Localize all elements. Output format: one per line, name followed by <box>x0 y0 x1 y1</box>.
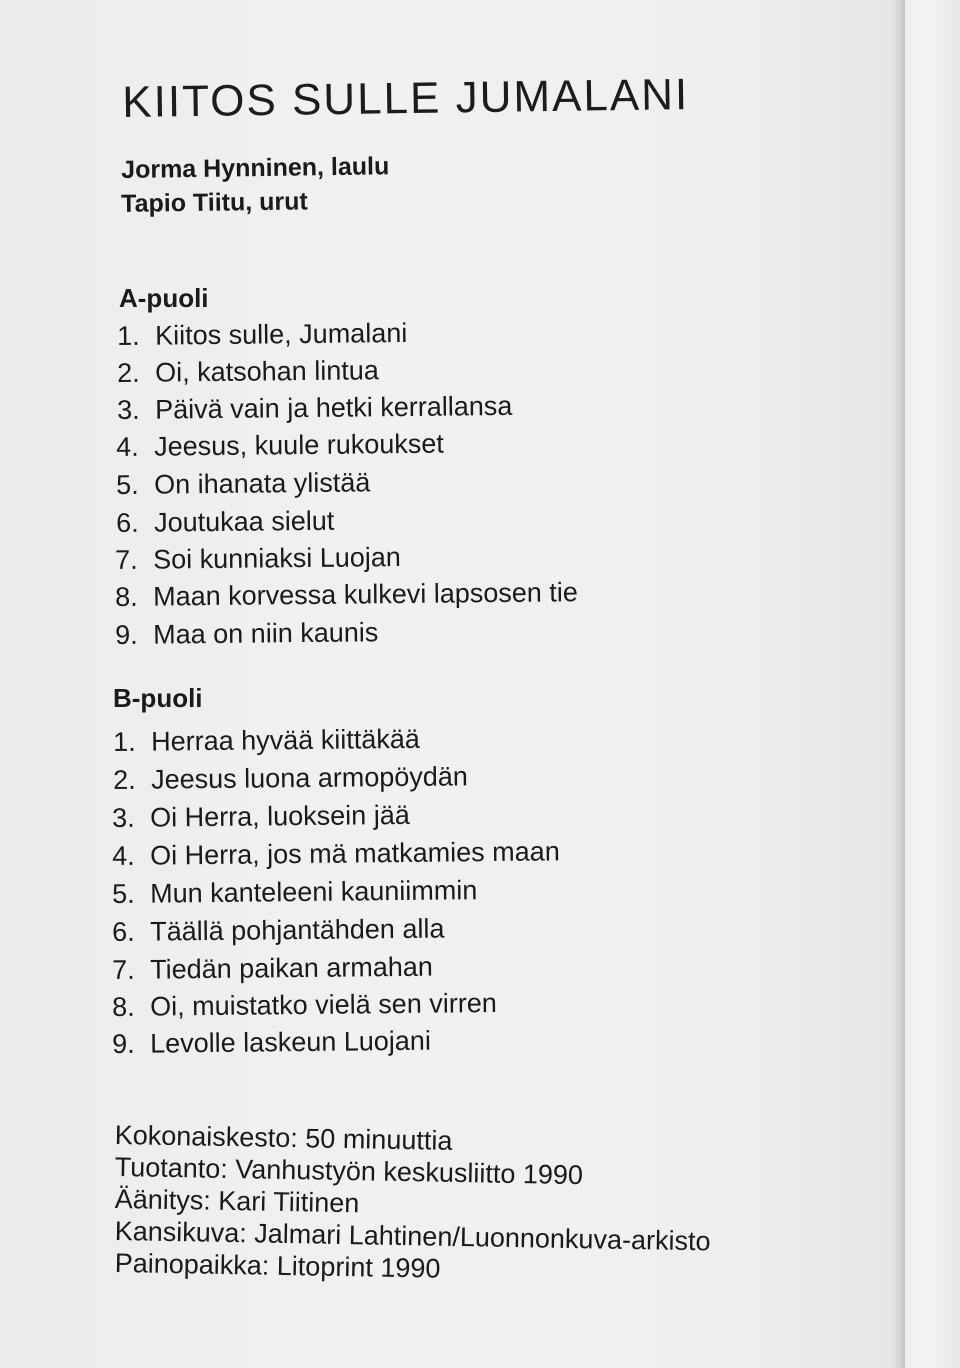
track-title: Oi, katsohan lintua <box>154 355 379 388</box>
track-title: Kiitos sulle, Jumalani <box>154 317 408 351</box>
track-number: 5. <box>116 469 139 500</box>
track-number: 2. <box>113 764 136 795</box>
track-number: 3. <box>112 802 135 833</box>
track-title: Oi Herra, jos mä matkamies maan <box>149 836 560 871</box>
track-number: 8. <box>115 581 138 612</box>
track-title: Mun kanteleeni kauniimmin <box>149 875 478 909</box>
side-a-track <box>117 355 379 389</box>
track-number: 1. <box>117 320 140 351</box>
side-b-track <box>112 800 410 834</box>
track-title: Maan korvessa kulkevi lapsosen tie <box>152 577 579 612</box>
track-title: Jeesus, kuule rukoukset <box>153 428 444 462</box>
track-title: Levolle laskeun Luojani <box>149 1025 432 1059</box>
track-number: 3. <box>117 394 140 425</box>
track-number: 6. <box>112 916 135 947</box>
track-number: 9. <box>112 1028 135 1059</box>
track-number: 1. <box>113 726 136 757</box>
side-b-track <box>113 724 420 758</box>
side-a-track <box>116 429 444 463</box>
track-title: Täällä pohjantähden alla <box>149 913 445 947</box>
track-number: 7. <box>115 544 138 575</box>
credit-production: Tuotanto: Vanhustyön keskusliitto 1990 <box>114 1152 584 1191</box>
track-title: Herraa hyvää kiittäkää <box>150 723 420 757</box>
side-a-track <box>115 542 401 576</box>
track-number: 4. <box>112 840 135 871</box>
track-title: Joutukaa sielut <box>153 505 335 538</box>
track-title: Maa on niin kaunis <box>152 617 379 650</box>
performer-organ: Tapio Tiitu, urut <box>121 187 308 218</box>
track-title: Oi Herra, luoksein jää <box>149 799 410 833</box>
track-title: On ihanata ylistää <box>153 467 371 500</box>
track-number: 7. <box>112 954 135 985</box>
track-number: 8. <box>112 991 135 1022</box>
album-title: KIITOS SULLE JUMALANI <box>122 70 690 127</box>
credit-cover-image: Kansikuva: Jalmari Lahtinen/Luonnonkuva-arkisto <box>114 1216 711 1257</box>
track-title: Oi, muistatko vielä sen virren <box>149 987 497 1022</box>
side-b-track <box>113 761 468 796</box>
credit-recording: Äänitys: Kari Tiitinen <box>114 1184 360 1219</box>
track-title: Soi kunniaksi Luojan <box>152 542 401 575</box>
track-number: 4. <box>116 431 139 462</box>
side-b-track <box>112 988 497 1023</box>
track-number: 2. <box>117 357 140 388</box>
credit-duration: Kokonaiskesto: 50 minuuttia <box>114 1120 453 1156</box>
side-a-track <box>117 391 512 426</box>
side-a-heading: A-puoli <box>119 283 209 313</box>
side-a-track <box>115 617 378 651</box>
side-a-track <box>116 467 370 501</box>
track-number: 6. <box>116 507 139 538</box>
side-b-track <box>112 1026 431 1060</box>
credit-printing: Painopaikka: Litoprint 1990 <box>114 1248 441 1284</box>
track-number: 5. <box>112 878 135 909</box>
side-b-track <box>112 914 445 948</box>
track-number: 9. <box>115 619 138 650</box>
background-strip <box>905 0 960 1368</box>
side-a-track <box>115 577 578 613</box>
track-title: Tiedän paikan armahan <box>149 951 433 985</box>
side-a-track <box>116 506 334 539</box>
side-b-track <box>112 952 433 986</box>
track-title: Jeesus luona armopöydän <box>150 761 469 795</box>
performer-vocals: Jorma Hynninen, laulu <box>121 152 390 184</box>
side-b-heading: B-puoli <box>113 683 203 713</box>
side-b-track <box>112 836 560 872</box>
side-b-track <box>112 875 477 910</box>
side-a-track <box>117 318 407 352</box>
track-title: Päivä vain ja hetki kerrallansa <box>154 390 513 425</box>
